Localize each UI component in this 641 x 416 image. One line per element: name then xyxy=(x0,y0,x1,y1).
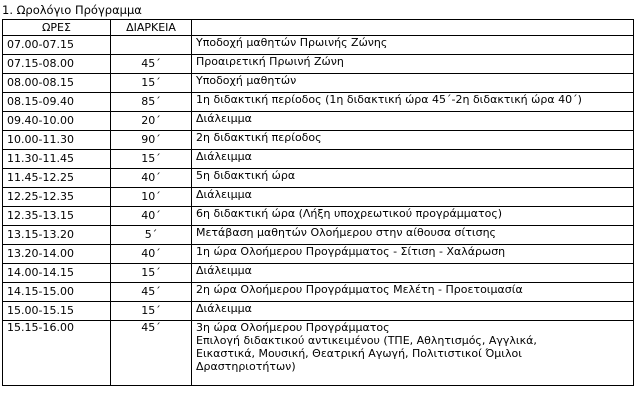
activity-cell xyxy=(192,283,634,302)
duration-cell: 15΄ xyxy=(111,264,192,283)
activity-line: Υποδοχή μαθητών xyxy=(196,74,297,87)
activity-cell xyxy=(192,188,634,207)
time-cell: 11.30-11.45 xyxy=(3,150,111,169)
activity-line: Μετάβαση μαθητών Ολοήμερου στην αίθουσα σίτισης xyxy=(196,226,496,239)
table-row xyxy=(3,283,634,302)
activity-line: Επιλογή διδακτικού αντικειμένου (ΤΠΕ, Αθλητισμός, Αγγλικά, xyxy=(196,334,537,347)
time-cell: 14.15-15.00 xyxy=(3,283,111,302)
table-row xyxy=(3,169,634,188)
activity-line: 6η διδακτική ώρα (Λήξη υποχρεωτικού προγράμματος) xyxy=(196,207,503,220)
activity-cell xyxy=(192,36,634,55)
activity-line: Δραστηριοτήτων) xyxy=(196,360,296,373)
table-row xyxy=(3,264,634,283)
time-cell: 08.00-08.15 xyxy=(3,74,111,93)
duration-cell: 10΄ xyxy=(111,188,192,207)
table-row xyxy=(3,150,634,169)
duration-cell: 15΄ xyxy=(111,74,192,93)
time-cell: 10.00-11.30 xyxy=(3,131,111,150)
time-cell: 15.00-15.15 xyxy=(3,302,111,321)
duration-cell: 40΄ xyxy=(111,245,192,264)
duration-cell xyxy=(111,36,192,55)
table-row xyxy=(3,93,634,112)
table-row xyxy=(3,188,634,207)
activity-line: Διάλειμμα xyxy=(196,302,252,315)
duration-cell: 45΄ xyxy=(111,55,192,74)
activity-line: 2η ώρα Ολοήμερου Προγράμματος Μελέτη - Προετοιμασία xyxy=(196,283,523,296)
time-cell: 14.00-14.15 xyxy=(3,264,111,283)
activity-cell xyxy=(192,245,634,264)
table-row xyxy=(3,302,634,321)
duration-cell: 45΄ xyxy=(111,321,192,386)
activity-line: Διάλειμμα xyxy=(196,188,252,201)
table-row xyxy=(3,321,634,386)
header-duration: ΔΙΑΡΚΕΙΑ xyxy=(111,20,192,36)
duration-cell: 40΄ xyxy=(111,169,192,188)
table-row xyxy=(3,36,634,55)
header-activity xyxy=(192,20,634,36)
table-row xyxy=(3,245,634,264)
duration-cell: 15΄ xyxy=(111,302,192,321)
time-cell: 08.15-09.40 xyxy=(3,93,111,112)
time-cell: 11.45-12.25 xyxy=(3,169,111,188)
activity-cell xyxy=(192,93,634,112)
activity-line: 1η ώρα Ολοήμερου Προγράμματος - Σίτιση - Χαλάρωση xyxy=(196,245,506,258)
activity-cell xyxy=(192,302,634,321)
activity-line: Διάλειμμα xyxy=(196,264,252,277)
activity-cell xyxy=(192,321,634,386)
activity-cell xyxy=(192,131,634,150)
table-row xyxy=(3,74,634,93)
duration-cell: 90΄ xyxy=(111,131,192,150)
table-row xyxy=(3,55,634,74)
header-time: ΩΡΕΣ xyxy=(3,20,111,36)
time-cell: 15.15-16.00 xyxy=(3,321,111,386)
activity-line: Διάλειμμα xyxy=(196,112,252,125)
activity-cell xyxy=(192,74,634,93)
activity-line: Διάλειμμα xyxy=(196,150,252,163)
timetable-body xyxy=(3,36,634,386)
duration-cell: 45΄ xyxy=(111,283,192,302)
activity-line: 1η διδακτική περίοδος (1η διδακτική ώρα 45΄-2η διδακτική ώρα 40΄) xyxy=(196,93,582,106)
duration-cell: 15΄ xyxy=(111,150,192,169)
activity-line: 2η διδακτική περίοδος xyxy=(196,131,322,144)
activity-line: 5η διδακτική ώρα xyxy=(196,169,296,182)
activity-line: 3η ώρα Ολοήμερου Προγράμματος xyxy=(196,321,390,334)
duration-cell: 85΄ xyxy=(111,93,192,112)
activity-cell xyxy=(192,150,634,169)
table-row xyxy=(3,226,634,245)
header-row xyxy=(3,20,634,36)
table-row xyxy=(3,207,634,226)
table-row xyxy=(3,131,634,150)
time-cell: 12.35-13.15 xyxy=(3,207,111,226)
activity-line: Προαιρετική Πρωινή Ζώνη xyxy=(196,55,344,68)
time-cell: 13.20-14.00 xyxy=(3,245,111,264)
activity-cell xyxy=(192,112,634,131)
document-title: 1. Ωρολόγιο Πρόγραμμα xyxy=(2,3,142,17)
activity-cell xyxy=(192,264,634,283)
timetable xyxy=(2,19,634,386)
activity-cell xyxy=(192,226,634,245)
time-cell: 07.00-07.15 xyxy=(3,36,111,55)
activity-cell xyxy=(192,55,634,74)
activity-cell xyxy=(192,169,634,188)
time-cell: 07.15-08.00 xyxy=(3,55,111,74)
duration-cell: 5΄ xyxy=(111,226,192,245)
activity-line: Υποδοχή μαθητών Πρωινής Ζώνης xyxy=(196,36,388,49)
activity-line: Εικαστικά, Μουσική, Θεατρική Αγωγή, Πολιτιστικοί Όμιλοι xyxy=(196,347,522,360)
time-cell: 13.15-13.20 xyxy=(3,226,111,245)
duration-cell: 40΄ xyxy=(111,207,192,226)
duration-cell: 20΄ xyxy=(111,112,192,131)
activity-cell xyxy=(192,207,634,226)
time-cell: 09.40-10.00 xyxy=(3,112,111,131)
time-cell: 12.25-12.35 xyxy=(3,188,111,207)
table-row xyxy=(3,112,634,131)
